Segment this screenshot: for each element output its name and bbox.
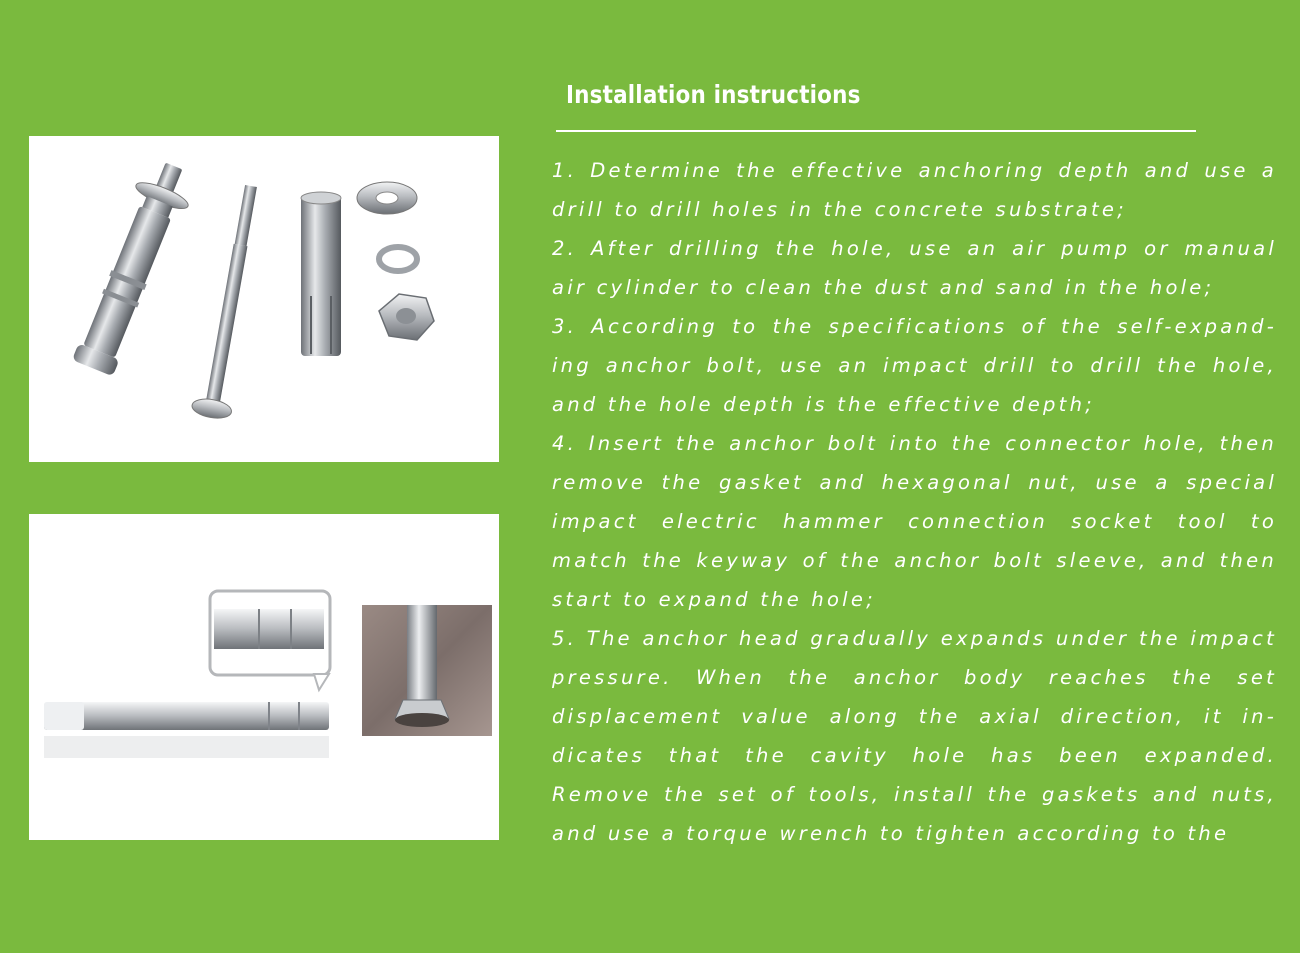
flat-washer [357, 182, 417, 214]
instruction-step-1: 1. Determine the effective anchoring depth and use a drill to drill holes in the concrete substrate; [552, 159, 1277, 221]
assembled-anchor-bolt [66, 156, 200, 379]
anchor-bolt-parts-illustration [29, 136, 499, 462]
instruction-step-5: 5. The anchor head gradually expands under the impact pressure. When the anchor body reaches the set displacement value along the axial direction, it in-dicates that the cavity hole has been expanded. Remove the set of tools, install the gaskets and nuts, and use a torque wrench to tighten according to the [552, 627, 1277, 845]
instruction-step-4: 4. Insert the anchor bolt into the connector hole, then remove the gasket and hexagonal nut, use a special impact electric hammer connection socket tool to match the keyway of the anchor bolt sleeve, and then start to expand the hole; [552, 432, 1277, 611]
instruction-list [552, 151, 1277, 853]
instruction-step-2: 2. After drilling the hole, use an air pump or manual air cylinder to clean the dust and sand in the hole; [552, 237, 1277, 299]
anchor-installation-illustration [29, 514, 499, 840]
installed-anchor-in-rock [362, 605, 492, 736]
hex-nut [379, 294, 434, 340]
anchor-rod-side-view [44, 702, 329, 758]
anchor-installation-image [29, 514, 499, 840]
sleeve-detail-callout [210, 591, 330, 690]
instruction-step-3: 3. According to the specifications of the self-expand-ing anchor bolt, use an impact drill to drill the hole, and the hole depth is the effective depth; [552, 315, 1277, 416]
spring-washer [379, 247, 417, 271]
threaded-rod [190, 183, 270, 421]
section-title: Installation instructions [566, 80, 861, 109]
title-divider [556, 130, 1196, 132]
expansion-sleeve [301, 192, 341, 356]
anchor-bolt-parts-image [29, 136, 499, 462]
